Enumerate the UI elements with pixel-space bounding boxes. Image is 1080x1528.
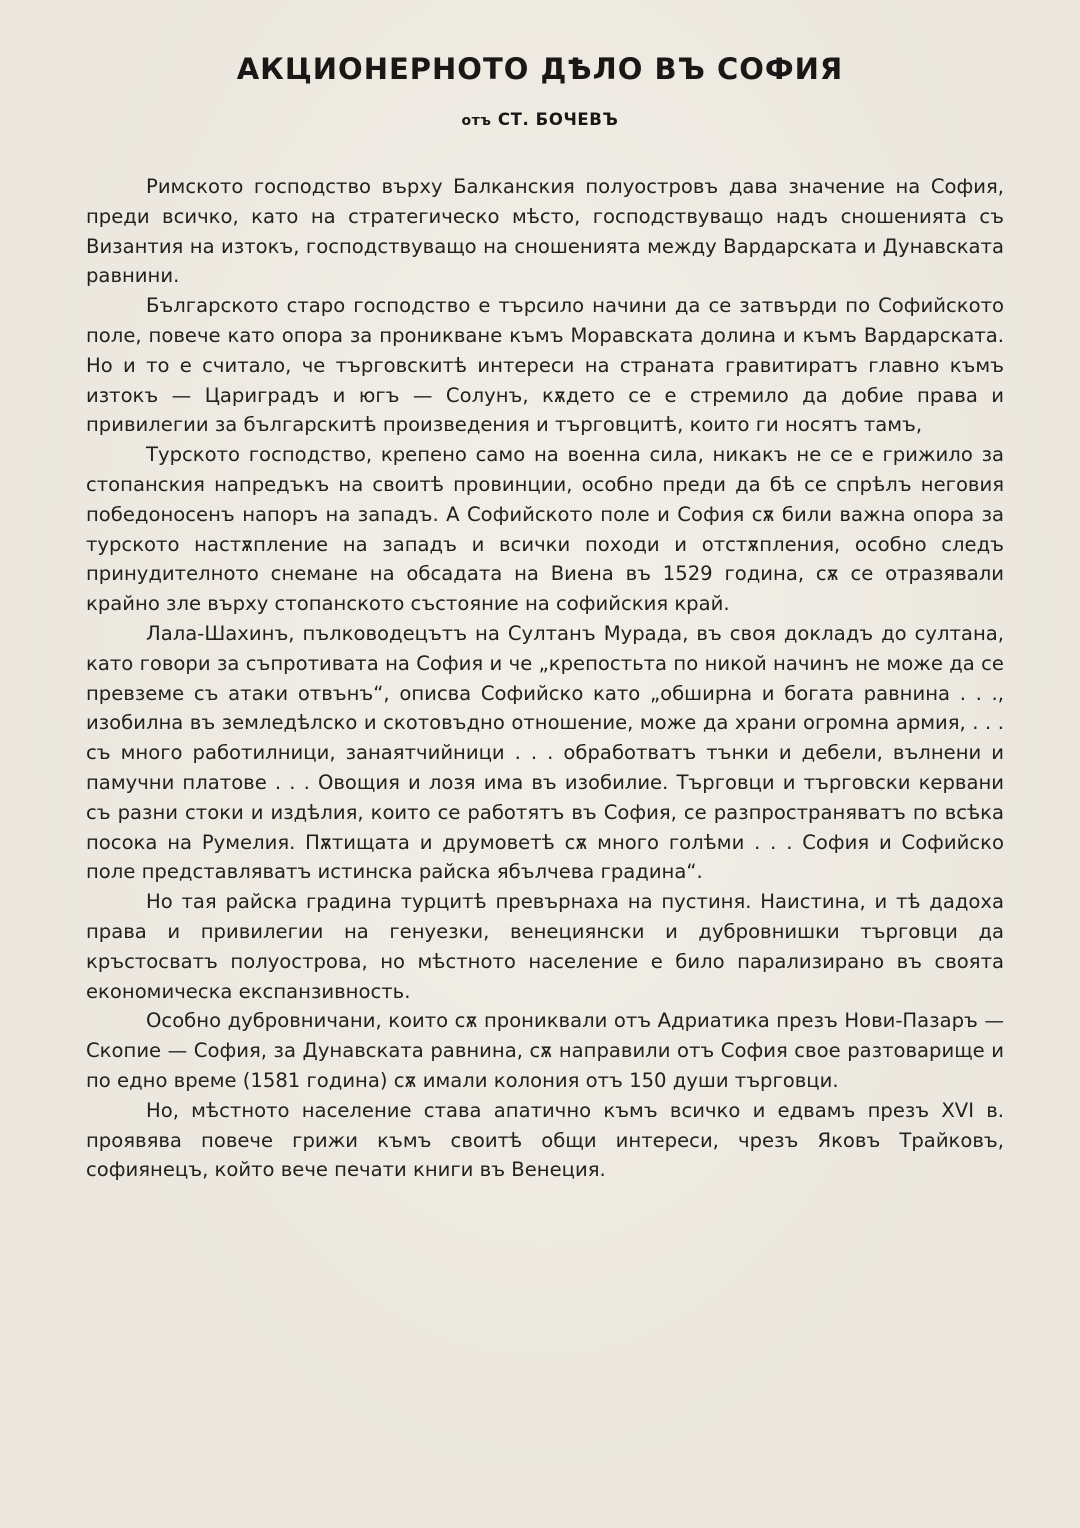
- paragraph: Турското господство, крепено само на военна сила, никакъ не се е грижило за стопанския напредъкъ на своитѣ провинции, особно преди да бѣ се спрѣлъ неговия победоносенъ напоръ на западъ. А Софийското поле и София сѫ били важна опора за турското настѫпление на западъ и всички походи и отстѫпления, особно следъ принудителното снемане на обсадата на Виена въ 1529 година, сѫ се отразявали крайно зле върху стопанското състояние на софийския край.: [86, 443, 1004, 616]
- paragraph: Лала-Шахинъ, пълководецътъ на Султанъ Мурада, въ своя докладъ до султана, като говори за съпротивата на София и че „крепостьта по никой начинъ не може да се превземе съ атаки отвънъ“, описва Софийско като „обширна и богата равнина . . ., изобилна въ земледѣлско и скотовъдно отношение, може да храни огромна армия, . . . съ много работилници, занаятчийници . . . обработватъ тънки и дебели, вълнени и памучни платове . . . Овощия и лозя има въ изобилие. Търговци и търговски кервани съ разни стоки и издѣлия, които се работятъ въ София, се разпространяватъ по всѣка посока на Румелия. Пѫтищата и друмоветѣ сѫ много голѣми . . . София и Софийско поле представляватъ истинска райска ябълчева градина“.: [86, 621, 1004, 884]
- article-body: [86, 172, 1004, 1185]
- byline-author: СТ. БОЧЕВЪ: [497, 110, 619, 129]
- paragraph: Римското господство върху Балканския полуостровъ дава значение на София, преди всичко, като на стратегическо мѣсто, господствуващо надъ сношенията съ Византия на изтокъ, господствуващо на сношенията между Вардарската и Дунавската равнини.: [86, 175, 1004, 288]
- paragraph: Но, мѣстното население става апатично къмъ всичко и едвамъ презъ XVI в. проявява повече грижи къмъ своитѣ общи интереси, чрезъ Яковъ Трайковъ, софиянецъ, който вече печати книги въ Венеция.: [86, 1098, 1004, 1182]
- paragraph: Но тая райска градина турцитѣ превърнаха на пустиня. Наистина, и тѣ дадоха права и привилегии на генуезки, венециянски и дубровнишки търговци да кръстосватъ полуострова, но мѣстното население е било парализирано въ своята економическа експанзивность.: [86, 890, 1004, 1003]
- paragraph: Българското старо господство е търсило начини да се затвърди по Софийското поле, повече като опора за проникване къмъ Моравската долина и къмъ Вардарската. Но и то е считало, че търговскитѣ интереси на страната гравитиратъ главно къмъ изтокъ — Цариградъ и югъ — Солунъ, кѫдето се е стремило да добие права и привилегии за българскитѣ произведения и търговцитѣ, които ги носятъ тамъ,: [86, 294, 1004, 437]
- author-byline: [0, 110, 1080, 129]
- paragraph: Особно дубровничани, които сѫ прониквали отъ Адриатика презъ Нови-Пазаръ — Скопие — София, за Дунавската равнина, сѫ направили отъ София свое разтоварище и по едно време (1581 година) сѫ имали колония отъ 150 души търговци.: [86, 1009, 1004, 1092]
- article-title: АКЦИОНЕРНОТО ДѢЛО ВЪ СОФИЯ: [236, 52, 844, 86]
- byline-prefix: отъ: [461, 113, 492, 129]
